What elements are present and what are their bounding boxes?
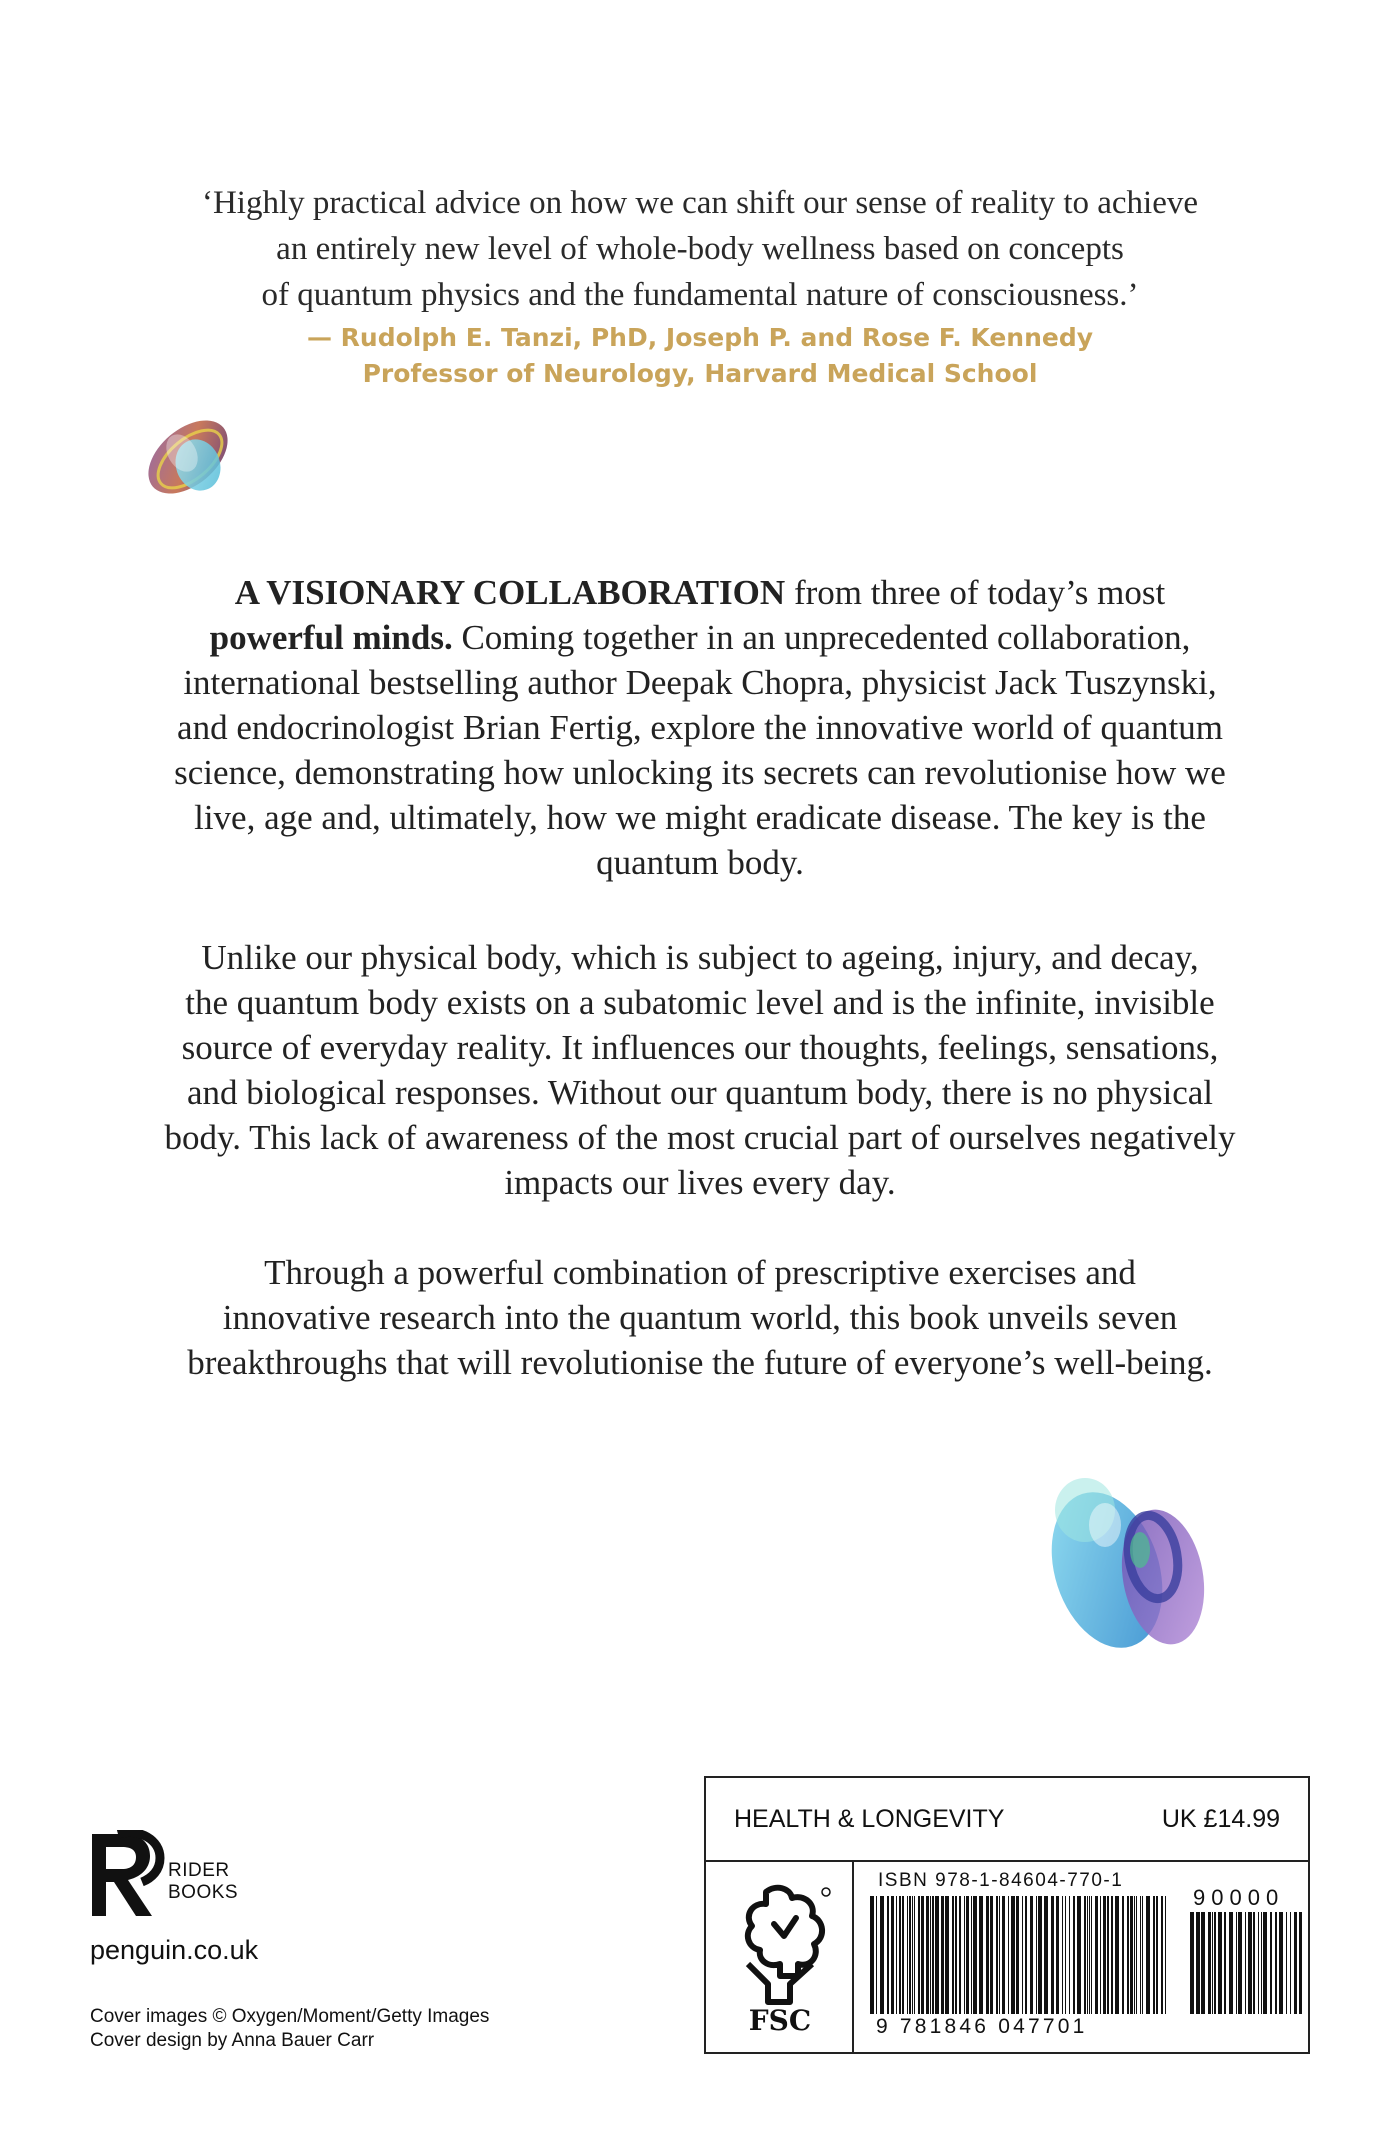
barcode-bar [1208, 1912, 1211, 2014]
attribution-line: — Rudolph E. Tanzi, PhD, Joseph P. and Rose F. Kennedy [306, 323, 1094, 352]
blurb-line: Through a powerful combination of prescriptive exercises and [264, 1253, 1136, 1292]
blurb-line: source of everyday reality. It influences our thoughts, feelings, sensations, [181, 1028, 1219, 1067]
barcode-bar [1212, 1912, 1213, 2014]
blurb-line: quantum body. [596, 843, 804, 882]
barcode-bar [1161, 1896, 1163, 2014]
ean-digits: 9 781846 047701 [876, 2015, 1088, 2038]
barcode-bar [932, 1896, 934, 2014]
barcode-bar [1089, 1896, 1090, 2014]
barcode-bar [1140, 1896, 1141, 2014]
barcode-bar [996, 1896, 998, 2014]
barcode-bar [941, 1896, 944, 2014]
barcode-bar [1279, 1912, 1283, 2014]
barcode-bar [1051, 1896, 1054, 2014]
barcode-bar [1224, 1912, 1226, 2014]
credit-design: Cover design by Anna Bauer Carr [90, 2030, 375, 2051]
barcode-bar [1091, 1896, 1092, 2014]
barcode-bar [1077, 1896, 1081, 2014]
barcode-bar [896, 1896, 897, 2014]
barcode-bar [1248, 1912, 1252, 2014]
barcode-bar [1011, 1896, 1015, 2014]
barcode-bar [891, 1896, 894, 2014]
blurb-line: breakthroughs that will revolutionise the future of everyone’s well-being. [187, 1343, 1213, 1382]
book-category: HEALTH & LONGEVITY [734, 1805, 1005, 1833]
blurb-bold-heading: A VISIONARY COLLABORATION [234, 573, 786, 612]
barcode-bar [1107, 1896, 1109, 2014]
fsc-label: FSC [748, 2004, 812, 2037]
barcode-bar [999, 1896, 1000, 2014]
barcode-bar [1136, 1896, 1137, 2014]
ean-barcode [870, 1896, 1170, 2014]
book-price: UK £14.99 [1161, 1805, 1280, 1833]
barcode-bar [1115, 1896, 1119, 2014]
barcode-bar [914, 1896, 915, 2014]
blurb-line: and endocrinologist Brian Fertig, explore the innovative world of quantum [177, 708, 1223, 747]
quote-line: an entirely new level of whole-body wellness based on concepts [276, 231, 1124, 267]
barcode-bar [918, 1896, 920, 2014]
barcode-bar [921, 1896, 924, 2014]
barcode-bar [1095, 1896, 1098, 2014]
barcode-bar [907, 1896, 908, 2014]
barcode-bar [1056, 1896, 1059, 2014]
barcode-bar [1229, 1912, 1233, 2014]
credit-images: Cover images © Oxygen/Moment/Getty Images [90, 2006, 490, 2027]
barcode-bar [1214, 1912, 1216, 2014]
blurb-line: innovative research into the quantum world, this book unveils seven [222, 1298, 1178, 1337]
decorative-blob-bottom [1045, 1465, 1225, 1655]
barcode-bar [1165, 1896, 1166, 2014]
barcode-bar [876, 1896, 877, 2014]
blurb-line: the quantum body exists on a subatomic level and is the infinite, invisible [185, 983, 1215, 1022]
barcode-bar [952, 1896, 954, 2014]
barcode-bar [1062, 1896, 1063, 2014]
blurb-line: science, demonstrating how unlocking its secrets can revolutionise how we [174, 753, 1226, 792]
barcode-bar [966, 1896, 969, 2014]
addon-barcode [1190, 1912, 1302, 2014]
barcode-bar [1016, 1896, 1019, 2014]
barcode-bar [1190, 1912, 1194, 2014]
barcode-bar [1238, 1912, 1242, 2014]
barcode-bar [1084, 1896, 1086, 2014]
blurb-line: live, age and, ultimately, how we might eradicate disease. The key is the [194, 798, 1206, 837]
blurb-line: Unlike our physical body, which is subject to ageing, injury, and decay, [201, 938, 1199, 977]
barcode-bar [1196, 1912, 1200, 2014]
barcode-bar [1002, 1896, 1005, 2014]
barcode-bar [1127, 1896, 1129, 2014]
barcode-bar [1236, 1912, 1237, 2014]
blurb-line [120, 570, 1280, 615]
barcode-bar [1130, 1896, 1133, 2014]
barcode-panel-header [706, 1778, 1308, 1862]
barcode-bar [1146, 1896, 1150, 2014]
barcode-bar [1087, 1896, 1088, 2014]
barcode-bar [926, 1896, 929, 2014]
barcode-bar [1038, 1896, 1042, 2014]
barcode-bar [1253, 1912, 1255, 2014]
quote-attribution [120, 320, 1280, 392]
barcode-bar [912, 1896, 913, 2014]
barcode-bar [955, 1896, 957, 2014]
barcode-addon-digits: 90000 [1193, 1885, 1285, 1910]
barcode-bar [1073, 1896, 1075, 2014]
barcode-bar [1275, 1912, 1277, 2014]
blurb-line: and biological responses. Without our quantum body, there is no physical [186, 1073, 1214, 1112]
barcode-bar [1263, 1912, 1267, 2014]
barcode-bar [909, 1896, 911, 2014]
fsc-badge [706, 1862, 854, 2054]
blurb-paragraph-1 [120, 570, 1280, 885]
blurb-text: Coming together in an unprecedented collaboration, [452, 618, 1191, 657]
barcode-bar [1100, 1896, 1101, 2014]
barcode-bar [899, 1896, 901, 2014]
publisher-website: penguin.co.uk [90, 1935, 259, 1965]
barcode-bar [1201, 1912, 1205, 2014]
publisher-name [168, 1860, 238, 1904]
barcode-bar [902, 1896, 904, 2014]
cover-credits [90, 2005, 489, 2053]
barcode-bar [1069, 1896, 1070, 2014]
blurb-line: body. This lack of awareness of the most crucial part of ourselves negatively [164, 1118, 1236, 1157]
barcode-bar [935, 1896, 939, 2014]
barcode-bar [1065, 1896, 1066, 2014]
blurb-bold-heading: powerful minds. [209, 618, 453, 657]
barcode-bar [870, 1896, 874, 2014]
barcode-bar [1270, 1912, 1272, 2014]
barcode-bar [1111, 1896, 1113, 2014]
barcode-bar [945, 1896, 949, 2014]
barcode-bar [986, 1896, 989, 2014]
barcode-bar [990, 1896, 993, 2014]
decorative-blob-top [140, 405, 250, 505]
isbn-number: ISBN 978-1-84604-770-1 [878, 1870, 1124, 1891]
barcode-bar [971, 1896, 972, 2014]
publisher-name-line: BOOKS [168, 1882, 239, 1903]
barcode-bar [1218, 1912, 1222, 2014]
quote-line: of quantum physics and the fundamental nature of consciousness.’ [261, 277, 1139, 313]
barcode-bar [1258, 1912, 1259, 2014]
barcode-bar [1025, 1896, 1027, 2014]
barcode-bar [1294, 1912, 1297, 2014]
barcode-bar [1153, 1896, 1155, 2014]
barcode-bar [1036, 1896, 1037, 2014]
barcode-bar [1030, 1896, 1033, 2014]
barcode-bar [930, 1896, 931, 2014]
barcode-bar [880, 1896, 884, 2014]
blurb-text: from three of today’s most [785, 573, 1166, 612]
barcode-bar [1245, 1912, 1246, 2014]
blurb-paragraph-2 [120, 935, 1280, 1205]
barcode-bar [959, 1896, 961, 2014]
barcode-bar [1122, 1896, 1124, 2014]
barcode-panel [704, 1776, 1310, 2054]
barcode-bar [1022, 1896, 1023, 2014]
barcode-bar [973, 1896, 977, 2014]
quote-line: ‘Highly practical advice on how we can shift our sense of reality to achieve [201, 185, 1199, 221]
barcode-bar [1261, 1912, 1262, 2014]
barcode-bar [1044, 1896, 1048, 2014]
publisher-name-line: RIDER [168, 1860, 230, 1881]
attribution-line: Professor of Neurology, Harvard Medical School [362, 359, 1038, 388]
barcode-bar [887, 1896, 889, 2014]
barcode-bar [1134, 1896, 1135, 2014]
barcode-bar [1103, 1896, 1106, 2014]
blurb-paragraph-3 [120, 1250, 1280, 1385]
barcode-bar [1156, 1896, 1158, 2014]
barcode-bar [1142, 1896, 1143, 2014]
blurb-line [120, 615, 1280, 660]
barcode-bar [979, 1896, 983, 2014]
review-quote [120, 180, 1280, 318]
barcode-bar [1290, 1912, 1291, 2014]
barcode-bar [964, 1896, 965, 2014]
blurb-line: international bestselling author Deepak Chopra, physicist Jack Tuszynski, [183, 663, 1217, 702]
blurb-line: impacts our lives every day. [504, 1163, 896, 1202]
barcode-bar [1008, 1896, 1009, 2014]
barcode-bar [1299, 1912, 1302, 2014]
barcode-bar [1286, 1912, 1287, 2014]
